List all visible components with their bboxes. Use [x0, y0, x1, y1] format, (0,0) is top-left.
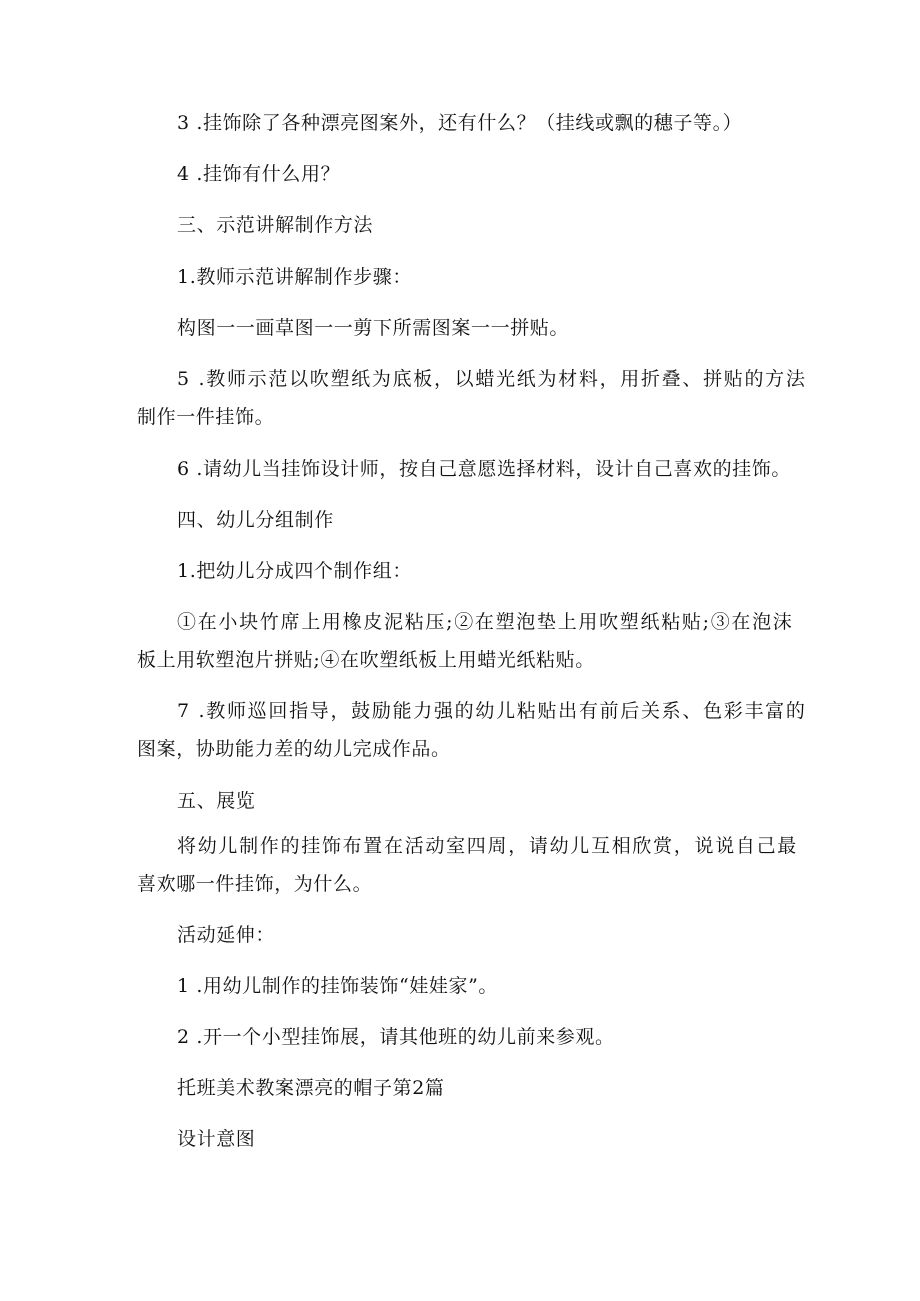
exhibit-line-1: 将幼儿制作的挂饰布置在活动室四周，请幼儿互相欣赏，说说自己最 [177, 835, 799, 857]
design-intent-heading: 设计意图 [177, 1128, 256, 1150]
extension-heading: 活动延伸： [177, 924, 276, 946]
chapter-title: 托班美术教案漂亮的帽子第2篇 [177, 1077, 445, 1099]
step-1-heading: 1.教师示范讲解制作步骤： [177, 266, 412, 288]
item-7-line-1: 7 .教师巡回指导，鼓励能力强的幼儿粘贴出有前后关系、色彩丰富的 [177, 700, 807, 722]
step-1-sequence: 构图一一画草图一一剪下所需图案一一拼贴。 [177, 317, 570, 339]
item-5-line-1: 5 .教师示范以吹塑纸为底板，以蜡光纸为材料，用折叠、拼贴的方法 [177, 368, 807, 390]
item-5-line-2: 制作一件挂饰。 [137, 406, 275, 428]
exhibit-line-2: 喜欢哪一件挂饰，为什么。 [137, 873, 373, 895]
section-heading-4: 四、幼儿分组制作 [177, 509, 334, 531]
extension-item-2: 2 .开一个小型挂饰展，请其他班的幼儿前来参观。 [177, 1026, 615, 1048]
item-6: 6 .请幼儿当挂饰设计师，按自己意愿选择材料，设计自己喜欢的挂饰。 [177, 458, 791, 480]
group-list-line-2: 板上用软塑泡片拼贴;④在吹塑纸板上用蜡光纸粘贴。 [137, 649, 595, 671]
section-heading-3: 三、示范讲解制作方法 [177, 214, 374, 236]
item-4-question: 4 .挂饰有什么用？ [177, 163, 341, 185]
group-heading: 1.把幼儿分成四个制作组： [177, 560, 412, 582]
extension-item-1: 1 .用幼儿制作的挂饰装饰“娃娃家”。 [177, 975, 498, 997]
section-heading-5: 五、展览 [177, 790, 256, 812]
item-7-line-2: 图案，协助能力差的幼儿完成作品。 [137, 738, 451, 760]
group-list-line-1: ①在小块竹席上用橡皮泥粘压;②在塑泡垫上用吹塑纸粘贴;③在泡沫 [177, 611, 794, 633]
item-3-question: 3 .挂饰除了各种漂亮图案外，还有什么？（挂线或飘的穗子等。） [177, 112, 743, 134]
